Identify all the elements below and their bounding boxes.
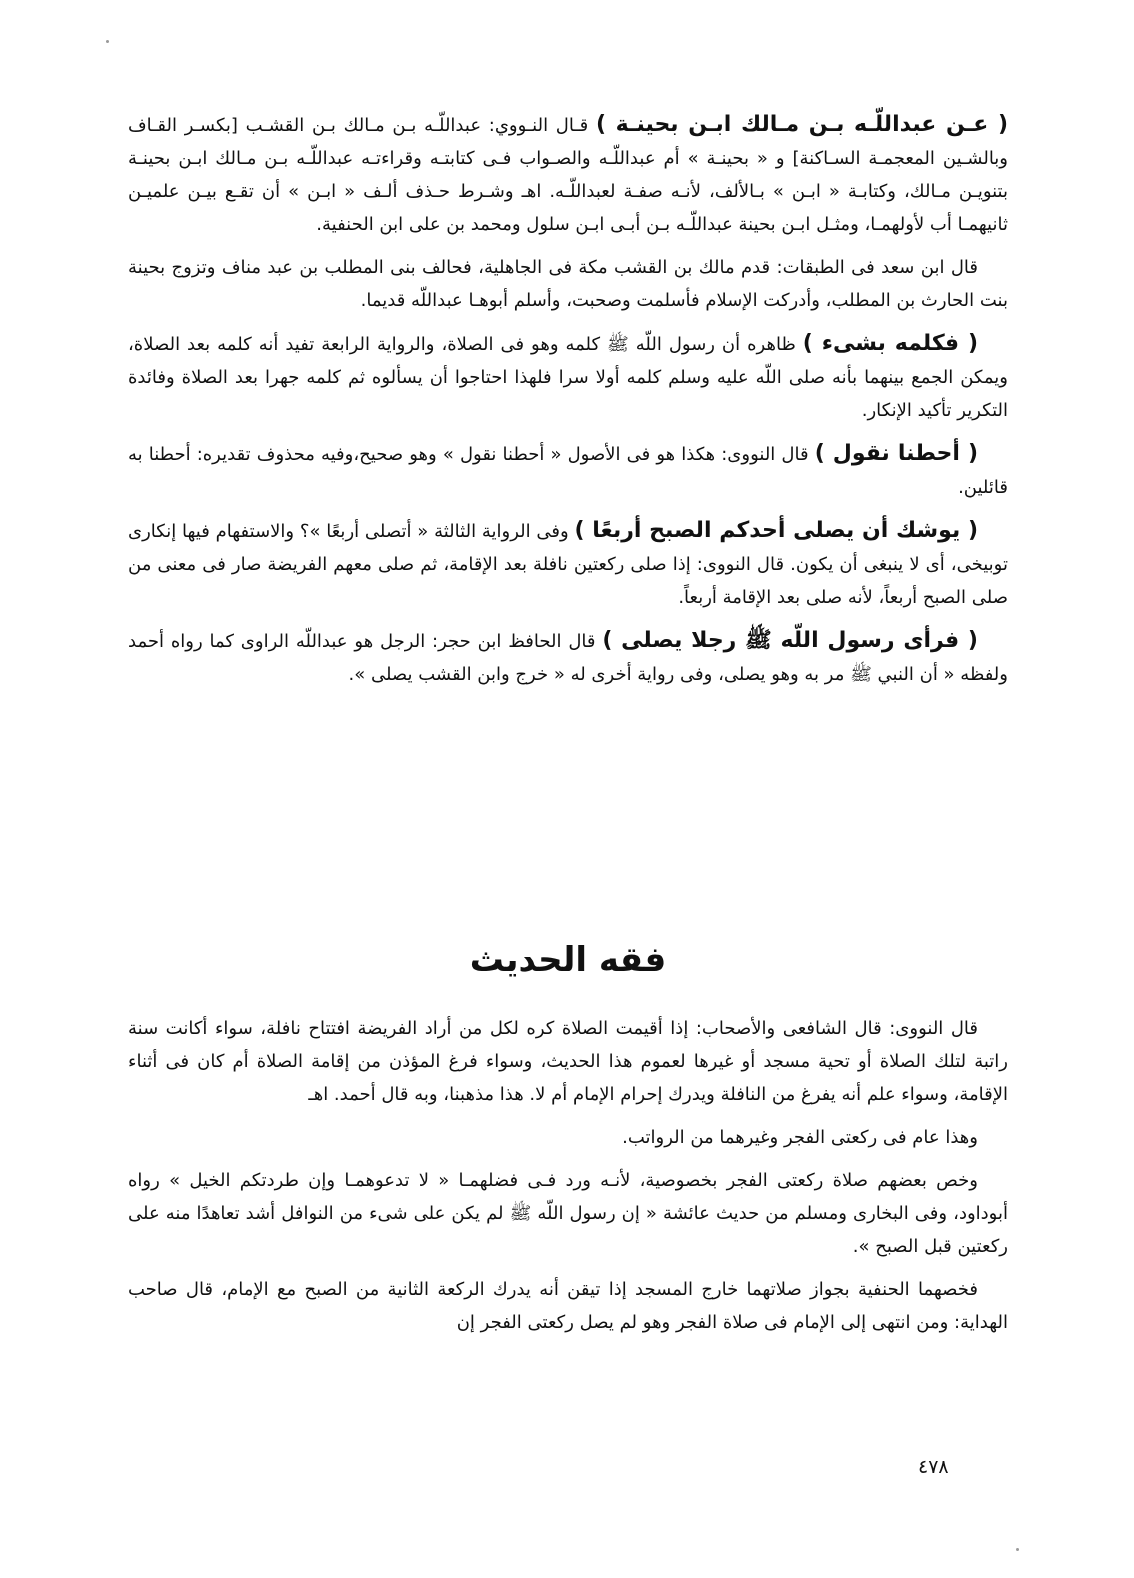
paragraph-text: ظاهره أن رسول اللّه ﷺ كلمه وهو فى الصلاة، والرواية الرابعة تفيد أنه كلمه بعد الصلاة، ويمكن الجمع بينهما بأنه صلى اللّه عليه وسلم كلمه أولا سرا فلهذا احتاجوا أن يسألوه ثم كلمه جهرا بعد الصلاة وفائدة التكرير تأكيد الإنكار. — [128, 334, 1008, 421]
paragraph-text: قال ابن سعد فى الطبقات: قدم مالك بن القشب مكة فى الجاهلية، فحالف بنى المطلب بن عبد مناف وتزوج بحينة بنت الحارث بن المطلب، وأدركت الإسلام فأسلمت وصحبت، وأسلم أبوهـا عبداللّه قديما. — [128, 257, 1008, 311]
section-heading: فقه الحديث — [469, 940, 667, 980]
paragraph — [128, 327, 1008, 427]
paragraph — [128, 437, 1008, 504]
paragraph-text: قـال النـووي: عبداللّـه بـن مـالك بـن القشـب [بكسـر القـاف وبالشـين المعجمـة السـاكنة] و « بحينـة » أم عبداللّـه والصـواب فـى كتابتـه وقراءتـه عبداللّـه بـن مـالك ابـن بحينـة بتنويـن مـالك، وكتابـة « ابـن » بـالألف، لأنـه صفـة لعبداللّـه. اهـ وشـرط حـذف ألـف « ابـن » أن تقـع بيـن علميـن ثانيهمـا أب لأولهمـا، ومثـل ابـن بحينة عبداللّـه بـن أبـى ابـن سلول ومحمد بن على ابن الحنفية. — [128, 115, 1008, 235]
paragraph: وهذا عام فى ركعتى الفجر وغيرهما من الرواتب. — [622, 1127, 978, 1148]
paragraph: قال النووى: قال الشافعى والأصحاب: إذا أقيمت الصلاة كره لكل من أراد الفريضة افتتاح نافلة، سواء أكانت سنة راتبة لتلك الصلاة أو تحية مسجد أو غيرها لعموم هذا الحديث، وسواء فرغ المؤذن من إقامة الصلاة أم كان فى أثناء الإقامة، وسواء علم أنه يفرغ من النافلة ويدرك إحرام الإمام أم لا. هذا مذهبنا، وبه قال أحمد. اهـ — [128, 1018, 1008, 1105]
paragraph: فخصهما الحنفية بجواز صلاتهما خارج المسجد إذا تيقن أنه يدرك الركعة الثانية من الصبح مع الإمام، قال صاحب الهداية: ومن انتهى إلى الإمام فى صلاة الفجر وهو لم يصل ركعتى الفجر إن — [128, 1279, 1008, 1333]
paragraph — [128, 108, 1008, 241]
hadith-phrase: ( فرأى رسول اللّه ﷺ رجلا يصلى ) — [602, 628, 978, 653]
hadith-phrase: ( يوشك أن يصلى أحدكم الصبح أربعًا ) — [574, 518, 978, 543]
fiqh-section — [128, 1012, 1008, 1339]
paragraph — [128, 514, 1008, 614]
hadith-phrase: ( فكلمه بشىء ) — [802, 331, 979, 356]
scan-speck — [106, 40, 109, 43]
paragraph-text: قال الحافظ ابن حجر: الرجل هو عبداللّه الراوى كما رواه أحمد ولفظه « أن النبي ﷺ مر به وهو يصلى، وفى رواية أخرى له « خرج وابن القشب يصلى ». — [128, 631, 1008, 685]
paragraph — [128, 624, 1008, 691]
paragraph-text: قال النووى: هكذا هو فى الأصول « أحطنا نقول » وهو صحيح،وفيه محذوف تقديره: أحطنا به قائلين. — [128, 444, 1008, 498]
page-number: ٤٧٨ — [918, 1456, 949, 1478]
paragraph: وخص بعضهم صلاة ركعتى الفجر بخصوصية، لأنـه ورد فـى فضلهمـا « لا تدعوهمـا وإن طردتكم الخيل » رواه أبوداود، وفى البخارى ومسلم من حديث عائشة « إن رسول اللّه ﷺ لم يكن على شىء من النوافل أشد تعاهدًا منه على ركعتين قبل الصبح ». — [128, 1170, 1008, 1257]
scan-speck — [1016, 1548, 1019, 1551]
commentary-section — [128, 108, 1008, 691]
paragraph — [128, 251, 1008, 317]
hadith-phrase: ( أحطنا نقول ) — [814, 441, 979, 466]
hadith-phrase: ( عـن عبداللّـه بـن مـالك ابـن بحينـة ) — [595, 112, 1008, 137]
paragraph-text: وفى الرواية الثالثة « أتصلى أربعًا »؟ والاستفهام فيها إنكارى توبيخى، أى لا ينبغى أن يكون. قال النووى: إذا صلى ركعتين نافلة بعد الإقامة، ثم صلى معهم الفريضة صار فى معنى من صلى الصبح أربعاً، لأنه صلى بعد الإقامة أربعاً. — [128, 521, 1008, 608]
